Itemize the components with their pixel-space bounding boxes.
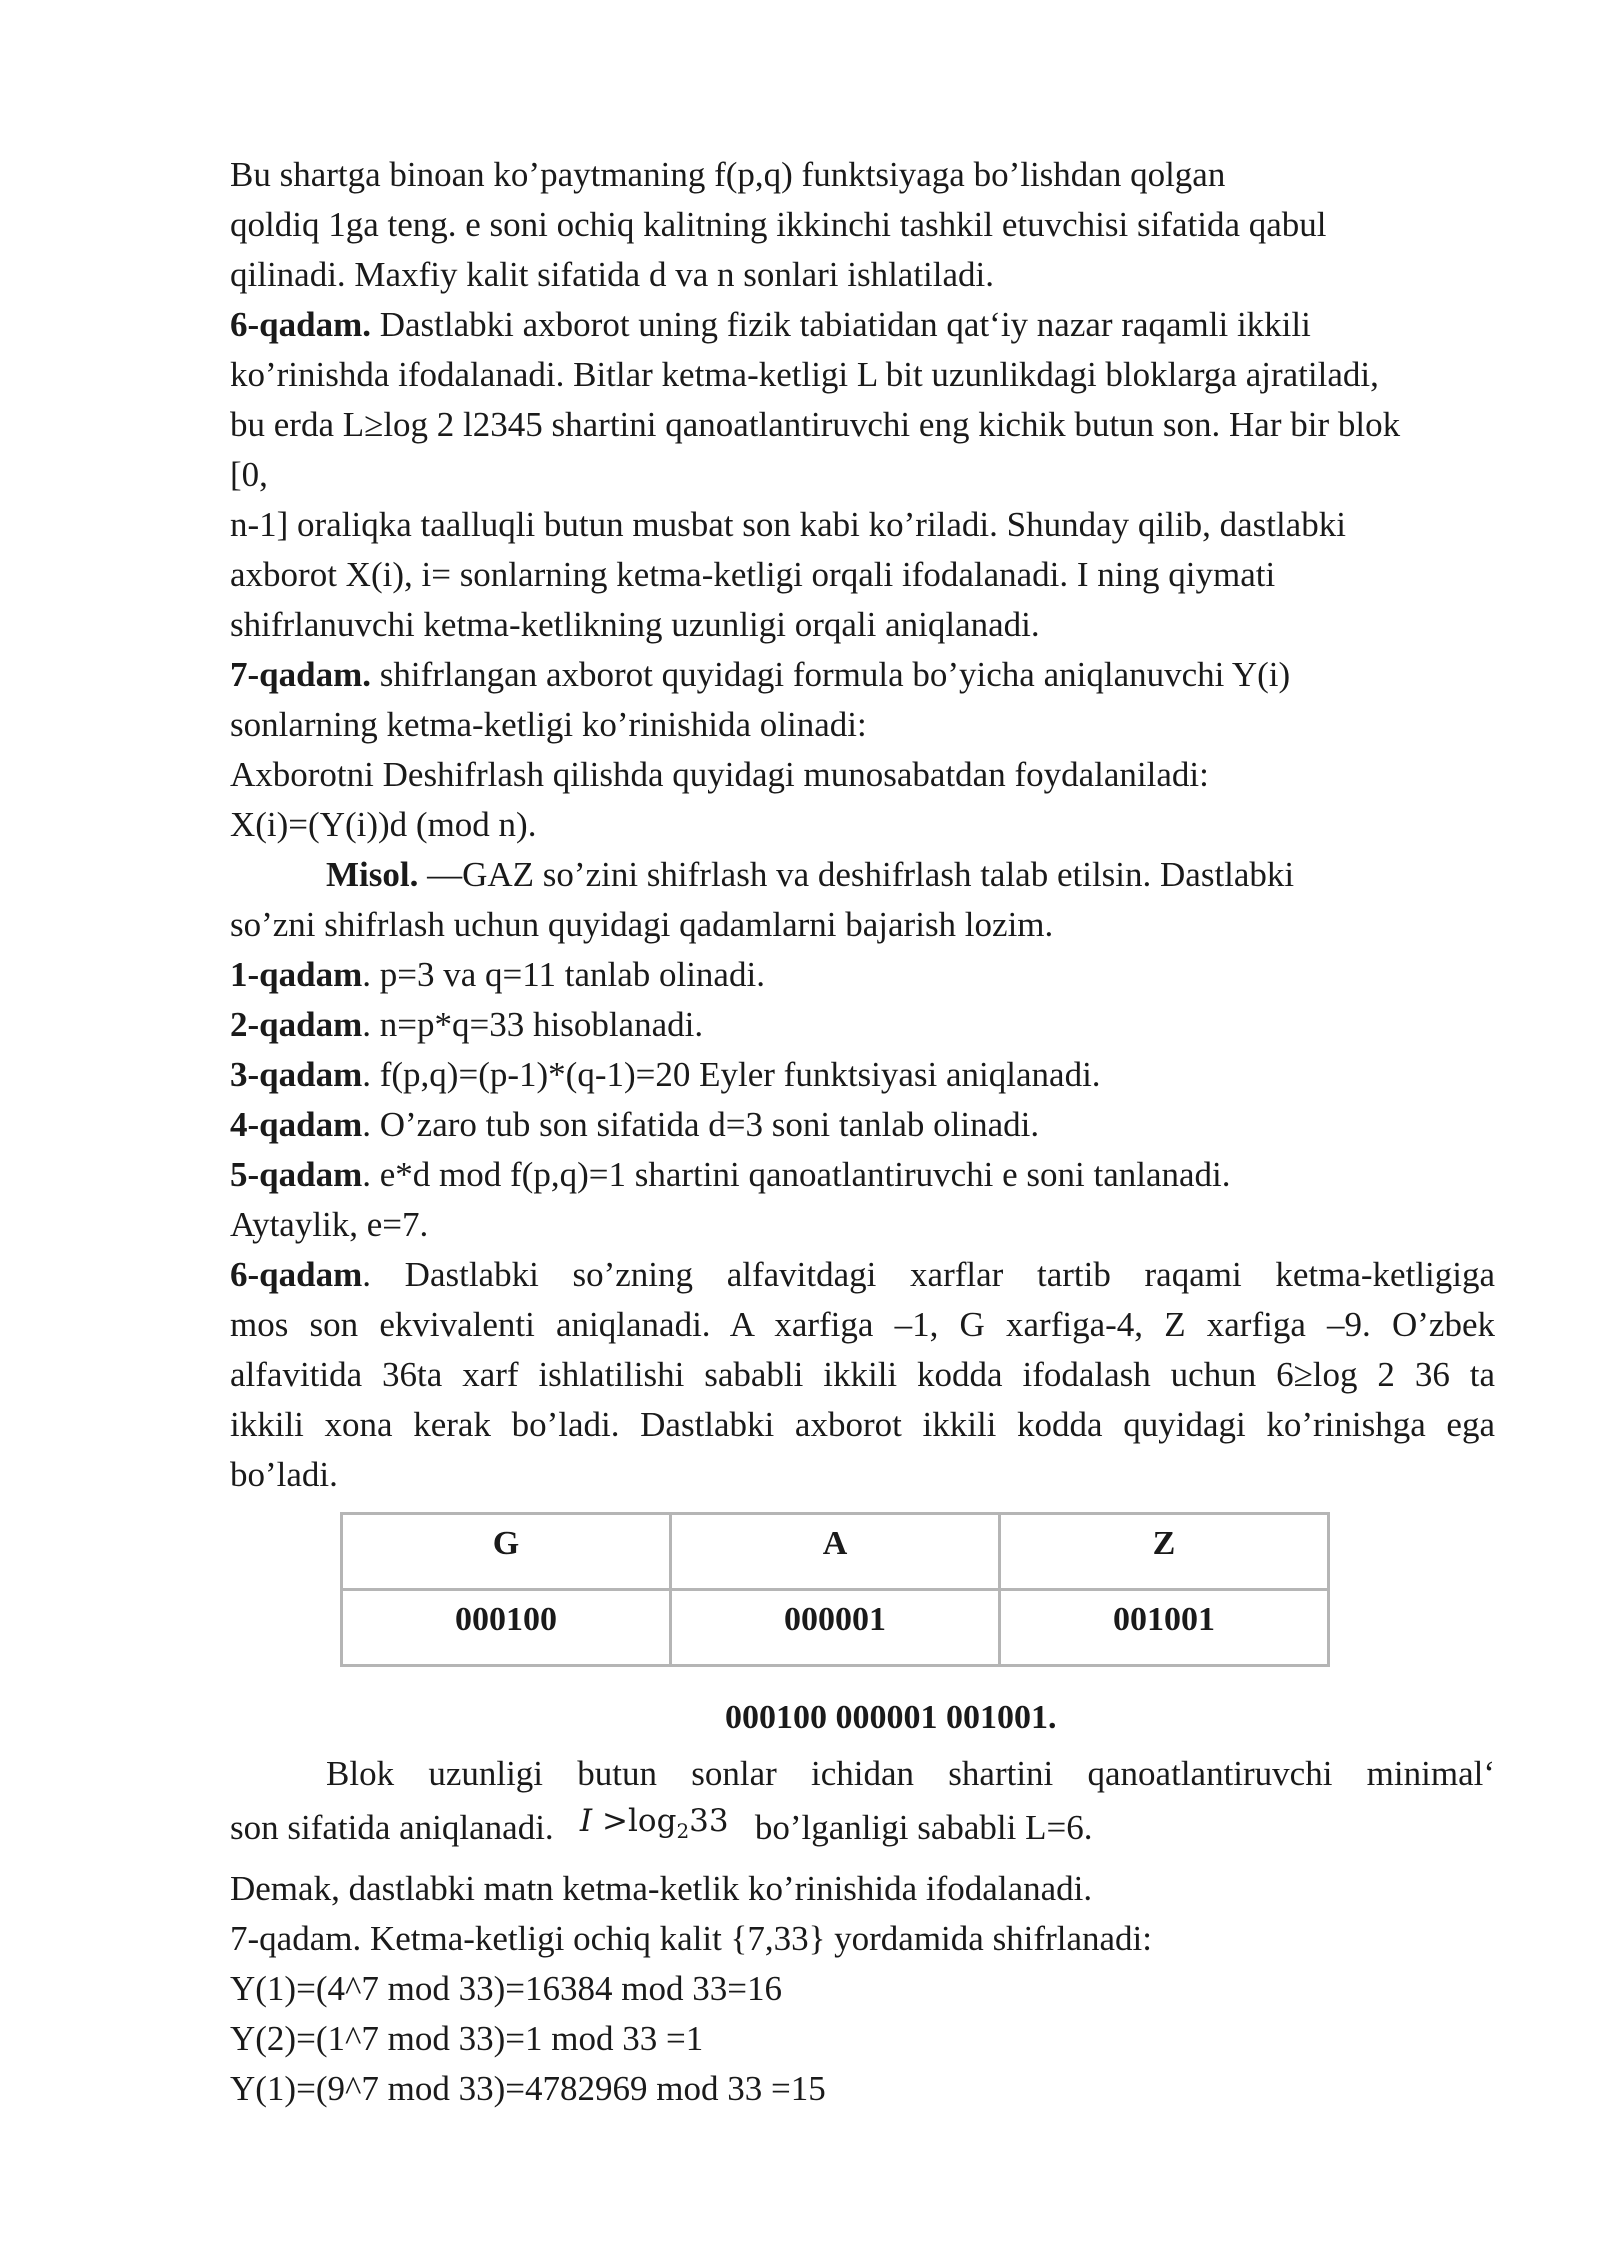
step-label: 2-qadam <box>230 1005 363 1044</box>
step-label: 5-qadam <box>230 1155 363 1194</box>
paragraph-line: bo’ladi. <box>230 1455 338 1494</box>
step-label: 6-qadam <box>230 1255 363 1294</box>
paragraph-line: shifrlanuvchi ketma-ketlikning uzunligi orqali aniqlanadi. <box>230 605 1040 644</box>
paragraph-line: so’zni shifrlash uchun quyidagi qadamlarni bajarish lozim. <box>230 905 1054 944</box>
line-text: . f(p,q)=(p-1)*(q-1)=20 Eyler funktsiyasi aniqlanadi. <box>362 1055 1101 1094</box>
line-text: —GAZ so’zini shifrlash va deshifrlash talab etilsin. Dastlabki <box>418 855 1295 894</box>
math-formula <box>579 1803 729 1844</box>
line-text: ikkili xona kerak bo’ladi. Dastlabki axborot ikkili kodda quyidagi ko’rinishga ega <box>230 1405 1495 1444</box>
step-label: Misol. <box>326 855 419 894</box>
paragraph-line <box>230 1050 1495 1100</box>
table-header-cell: Z <box>1000 1514 1329 1590</box>
paragraph-line: 7-qadam. Ketma-ketligi ochiq kalit {7,33} yordamida shifrlanadi: <box>230 1919 1152 1959</box>
paragraph-line: Bu shartga binoan ko’paytmaning f(p,q) funktsiyaga bo’lishdan qolgan <box>230 155 1226 194</box>
paragraph-line <box>230 850 1495 900</box>
table-header-cell: A <box>671 1514 1000 1590</box>
line-text: Dastlabki axborot uning fizik tabiatidan qat‘iy nazar raqamli ikkili <box>371 305 1311 344</box>
paragraph-line <box>230 300 1495 350</box>
paragraph-line: qilinadi. Maxfiy kalit sifatida d va n sonlari ishlatiladi. <box>230 255 995 294</box>
paragraph-line <box>230 1250 1495 1300</box>
step-label: 1-qadam <box>230 955 363 994</box>
line-text: shifrlangan axborot quyidagi formula bo’yicha aniqlanuvchi Y(i) <box>371 655 1291 694</box>
table-row <box>342 1590 1329 1666</box>
line-text: mos son ekvivalenti aniqlanadi. A xarfiga –1, G xarfiga-4, Z xarfiga –9. O’zbek <box>230 1305 1495 1344</box>
step-label: 6-qadam. <box>230 305 371 344</box>
math-operator: >log <box>602 1803 677 1839</box>
text-block <box>230 150 1495 1500</box>
paragraph-line: ko’rinishda ifodalanadi. Bitlar ketma-ketligi L bit uzunlikdagi bloklarga ajratiladi, <box>230 355 1379 394</box>
paragraph-line <box>230 950 1495 1000</box>
math-argument: 33 <box>689 1803 729 1839</box>
table-cell: 001001 <box>1000 1590 1329 1666</box>
line-text: . Dastlabki so’zning alfavitdagi xarflar tartib raqami ketma-ketligiga <box>362 1255 1495 1294</box>
document-page <box>230 150 1495 2114</box>
paragraph-line <box>230 1400 1495 1450</box>
paragraph-line <box>230 1350 1495 1400</box>
binary-sequence: 000100 000001 001001. <box>725 1699 1057 1736</box>
line-text: . O’zaro tub son sifatida d=3 soni tanlab olinadi. <box>362 1105 1040 1144</box>
step-label: 4-qadam <box>230 1105 363 1144</box>
table-cell: 000100 <box>342 1590 671 1666</box>
paragraph-line: axborot X(i), i= sonlarning ketma-ketligi orqali ifodalanadi. I ning qiymati <box>230 555 1276 594</box>
table-header-row <box>342 1514 1329 1590</box>
line-text: . p=3 va q=11 tanlab olinadi. <box>362 955 765 994</box>
math-variable: I <box>579 1803 593 1839</box>
math-log-base: 2 <box>676 1819 690 1844</box>
paragraph-line: Axborotni Deshifrlash qilishda quyidagi munosabatdan foydalaniladi: <box>230 755 1209 794</box>
step-label: 3-qadam <box>230 1055 363 1094</box>
paragraph-line <box>230 1000 1495 1050</box>
paragraph-line <box>230 1300 1495 1350</box>
paragraph-line: n-1] oraliqka taalluqli butun musbat son kabi ko’riladi. Shunday qilib, dastlabki <box>230 505 1346 544</box>
paragraph-line <box>230 1150 1495 1200</box>
paragraph-line <box>230 650 1495 700</box>
line-text: . e*d mod f(p,q)=1 shartini qanoatlantiruvchi e soni tanlanadi. <box>362 1155 1231 1194</box>
line-text: son sifatida aniqlanadi. <box>230 1808 554 1847</box>
paragraph-line: [0, <box>230 455 268 494</box>
paragraph-line: qoldiq 1ga teng. e soni ochiq kalitning ikkinchi tashkil etuvchisi sifatida qabul <box>230 205 1327 244</box>
formula-line: Y(1)=(4^7 mod 33)=16384 mod 33=16 <box>230 1969 782 2009</box>
formula-line: Y(1)=(9^7 mod 33)=4782969 mod 33 =15 <box>230 2069 826 2109</box>
binary-code-table <box>340 1512 1330 1667</box>
formula-line: Y(2)=(1^7 mod 33)=1 mod 33 =1 <box>230 2019 704 2059</box>
paragraph-line <box>230 1803 1495 1864</box>
line-text: alfavitida 36ta xarf ishlatilishi sababli ikkili kodda ifodalash uchun 6≥log 2 36 ta <box>230 1355 1495 1394</box>
paragraph-line: sonlarning ketma-ketligi ko’rinishida olinadi: <box>230 705 867 744</box>
step-label: 7-qadam. <box>230 655 371 694</box>
paragraph-line: Blok uzunligi butun sonlar ichidan shartini qanoatlantiruvchi minimal‘ <box>326 1754 1495 1793</box>
line-text: bo’lganligi sababli L=6. <box>754 1808 1093 1847</box>
paragraph-line: Demak, dastlabki matn ketma-ketlik ko’rinishida ifodalanadi. <box>230 1869 1093 1909</box>
paragraph-line: Aytaylik, e=7. <box>230 1205 429 1244</box>
table-cell: 000001 <box>671 1590 1000 1666</box>
paragraph-line: bu erda L≥log 2 l2345 shartini qanoatlantiruvchi eng kichik butun son. Har bir blok <box>230 405 1401 444</box>
paragraph-line: X(i)=(Y(i))d (mod n). <box>230 805 537 844</box>
table-header-cell: G <box>342 1514 671 1590</box>
line-text: . n=p*q=33 hisoblanadi. <box>362 1005 704 1044</box>
paragraph-line <box>230 1100 1495 1150</box>
